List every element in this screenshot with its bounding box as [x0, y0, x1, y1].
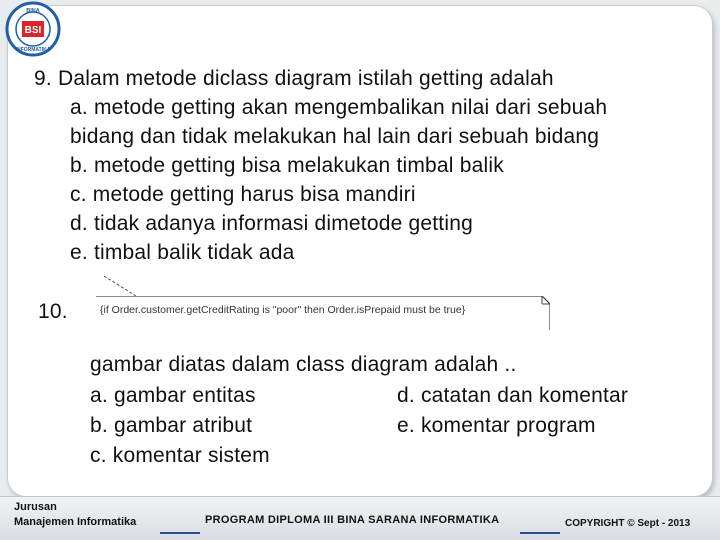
question-9-option-a-line2: bidang dan tidak melakukan hal lain dari sebuah bidang — [70, 125, 600, 148]
logo-bottom-text: INFORMATIKA — [15, 47, 51, 53]
question-9-stem: 9. Dalam metode diclass diagram istilah getting adalah — [34, 67, 554, 90]
bsi-logo — [4, 0, 62, 58]
footer-divider-right — [520, 532, 560, 534]
question-9-option-c: c. metode getting harus bisa mandiri — [70, 183, 416, 206]
footer-program: PROGRAM DIPLOMA III BINA SARANA INFORMATIKA — [205, 514, 500, 526]
logo-center-text: BSI — [24, 25, 42, 36]
footer-department-line2: Manajemen Informatika — [14, 516, 137, 528]
uml-note-text: {if Order.customer.getCreditRating is "poor" then Order.isPrepaid must be true} — [100, 304, 466, 316]
question-10-option-d: d. catatan dan komentar — [397, 384, 629, 407]
footer-copyright: COPYRIGHT © Sept - 2013 — [565, 518, 691, 529]
question-10-stem: gambar diatas dalam class diagram adalah .. — [90, 353, 517, 376]
footer-divider-left — [160, 532, 200, 534]
note-anchor-line — [104, 276, 144, 300]
logo-top-text: BINA — [26, 8, 40, 14]
question-10-option-e: e. komentar program — [397, 414, 596, 437]
question-9-option-a-line1: a. metode getting akan mengembalikan nilai dari sebuah — [70, 96, 608, 119]
question-9-option-d: d. tidak adanya informasi dimetode getting — [70, 212, 473, 235]
question-10-option-b: b. gambar atribut — [90, 414, 253, 437]
footer-department-line1: Jurusan — [14, 501, 57, 513]
question-10-number: 10. — [38, 300, 68, 323]
question-9-option-b: b. metode getting bisa melakukan timbal balik — [70, 154, 504, 177]
footer-department — [14, 500, 136, 530]
question-10-option-c: c. komentar sistem — [90, 444, 270, 467]
question-9-option-e: e. timbal balik tidak ada — [70, 241, 295, 264]
question-10-option-a: a. gambar entitas — [90, 384, 256, 407]
